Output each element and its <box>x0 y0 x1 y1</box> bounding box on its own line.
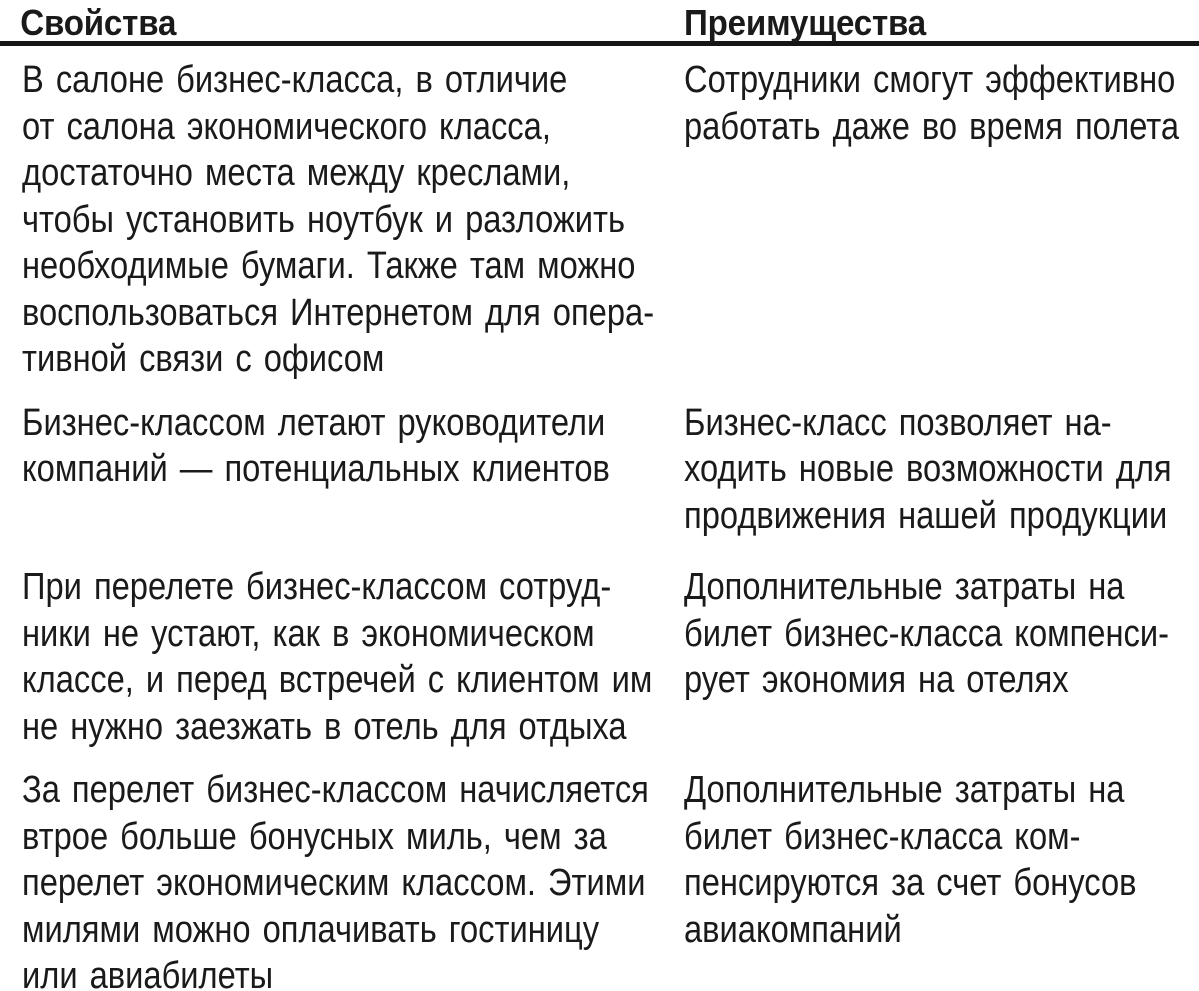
table-row <box>0 400 1199 540</box>
text-line: пенсируются за счет бонусов <box>684 862 1137 904</box>
property-cell <box>0 564 684 750</box>
text-line: Сотрудники смогут эффективно <box>684 59 1176 101</box>
property-cell <box>0 767 684 991</box>
property-cell <box>0 400 684 540</box>
text-line: Бизнес-класс позволяет на- <box>684 401 1112 444</box>
table-header-row <box>0 0 1199 46</box>
text-line: тивной связи с офисом <box>22 338 385 380</box>
text-line: необходимые бумаги. Также там можно <box>22 245 636 287</box>
benefit-cell <box>684 400 1199 540</box>
column-header-benefits: Преимущества <box>684 2 927 43</box>
text-line: милями можно оплачивать гостиницу <box>22 908 600 951</box>
text-line: перелет экономическим классом. Этими <box>22 862 646 904</box>
text-line: втрое больше бонусных миль, чем за <box>22 815 607 858</box>
table-row <box>0 564 1199 750</box>
text-line: компаний — потенциальных клиентов <box>22 448 610 490</box>
benefit-cell <box>684 767 1199 991</box>
table-body <box>0 46 1199 991</box>
text-line: Дополнительные затраты на <box>684 566 1125 608</box>
text-line: рует экономия на отелях <box>684 659 1069 701</box>
text-line: ходить новые возможности для <box>684 448 1172 490</box>
benefit-cell <box>684 57 1199 383</box>
text-line: билет бизнес-класса компенси- <box>684 612 1170 655</box>
text-line: чтобы установить ноутбук и разложить <box>22 198 626 241</box>
text-line: от салона экономического класса, <box>22 105 551 148</box>
text-line: Дополнительные затраты на <box>684 769 1125 811</box>
text-line: ники не устают, как в экономическом <box>22 612 595 655</box>
text-line: авиакомпаний <box>684 908 902 951</box>
text-line: В салоне бизнес-класса, в отличие <box>22 59 568 101</box>
text-line: не нужно заезжать в отель для отдыха <box>22 705 627 748</box>
text-line: достаточно места между креслами, <box>22 152 571 194</box>
text-line: Бизнес-классом летают руководители <box>22 401 606 444</box>
text-line: работать даже во время полета <box>684 105 1180 148</box>
text-line: классе, и перед встречей с клиентом им <box>22 659 653 701</box>
text-line: За перелет бизнес-классом начисляется <box>22 769 649 811</box>
column-header-properties: Свойства <box>20 2 177 43</box>
text-line: воспользоваться Интернетом для опера- <box>22 291 655 334</box>
property-cell <box>0 57 684 383</box>
text-line: При перелете бизнес-классом сотруд- <box>22 566 612 608</box>
table-row <box>0 767 1199 991</box>
text-line: продвижения нашей продукции <box>684 494 1168 537</box>
table-row <box>0 57 1199 383</box>
text-line: или авиабилеты <box>22 955 274 991</box>
benefit-cell <box>684 564 1199 750</box>
text-line: билет бизнес-класса ком- <box>684 815 1081 858</box>
